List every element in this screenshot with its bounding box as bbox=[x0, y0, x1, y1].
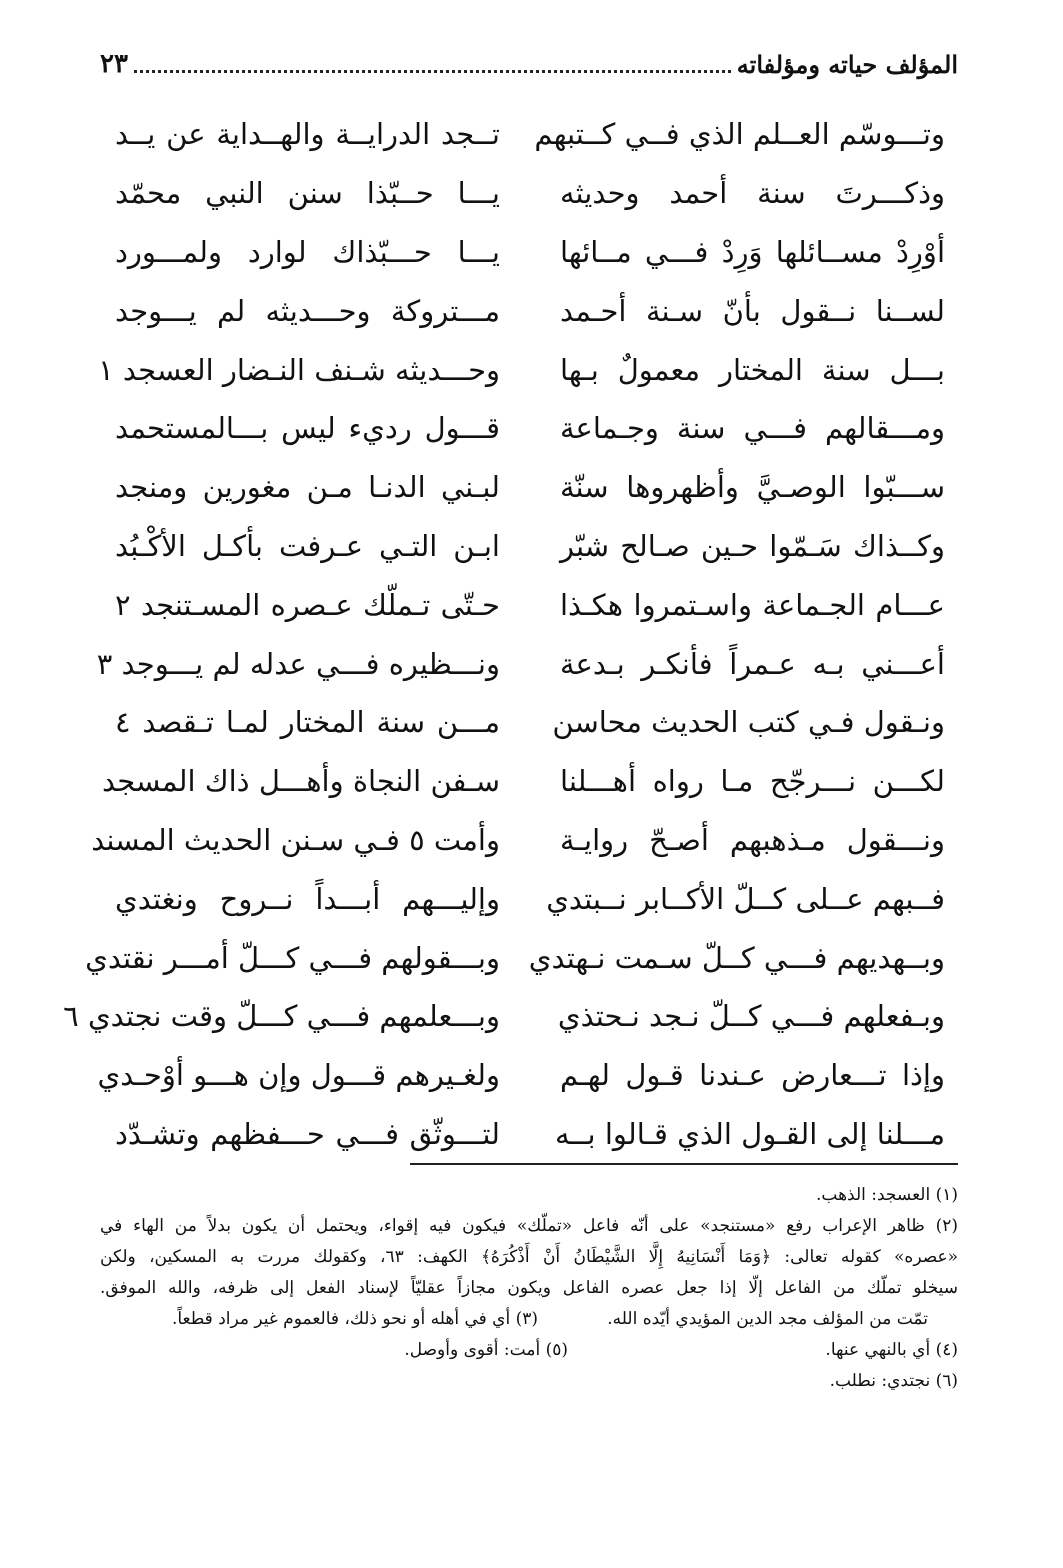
verse-second-hemistich: قـــول رديء ليس بـــالمستحمد bbox=[115, 411, 500, 446]
verse-first-hemistich: مـــلنا إلى القـول الذي قـالوا بــه bbox=[555, 1116, 945, 1151]
verse-first-hemistich: وتـــوسّم العــلم الذي فــي كــتبهم bbox=[534, 117, 945, 152]
verse-row bbox=[115, 164, 945, 223]
verse-first-hemistich: ومـــقالهم فـــي سنة وجـماعة bbox=[560, 411, 945, 446]
verse-second-hemistich: ابـن التـي عـرفت بأكـل الأكْـبُد bbox=[115, 528, 500, 563]
footnote-separator bbox=[410, 1163, 958, 1165]
verse-second-hemistich: لبـني الدنـا مـن مغورين ومنجد bbox=[115, 470, 500, 505]
verse-first-hemistich: ونـــقول مـذهبهم أصـحّ روايـة bbox=[560, 822, 945, 857]
verse-first-hemistich: أوْرِدْ مســائلها وَرِدْ فـــي مــائها bbox=[560, 234, 945, 269]
verse-row bbox=[115, 458, 945, 517]
verse-second-hemistich: وبـــعلمهم فـــي كـــلّ وقت نجتدي ٦ bbox=[63, 999, 500, 1034]
verse-second-hemistich: لتـــوثّق فـــي حـــفظهم وتشـدّد bbox=[115, 1116, 500, 1151]
verse-second-hemistich: وإليـــهم أبـــداً نــروح ونغتدي bbox=[115, 881, 500, 916]
verse-second-hemistich: تــجد الدرايــة والهــداية عن يــد bbox=[115, 117, 500, 152]
verse-row bbox=[115, 1105, 945, 1164]
footnote-5: (٥) أمت: أقوى وأوصل. bbox=[404, 1340, 568, 1360]
verse-second-hemistich: وأمت ٥ فـي سـنن الحديث المسند bbox=[91, 822, 500, 857]
verse-row bbox=[115, 693, 945, 752]
verse-first-hemistich: فــبهم عــلى كــلّ الأكــابر نــبتدي bbox=[546, 881, 945, 916]
verse-first-hemistich: وبــهديهم فـــي كــلّ سـمت نـهتدي bbox=[528, 940, 945, 975]
verse-row bbox=[115, 105, 945, 164]
verse-second-hemistich: مـــتروكة وحـــديثه لم يـــوجد bbox=[115, 293, 500, 328]
page-number: ٢٣ bbox=[100, 49, 128, 79]
verse-second-hemistich: وبـــقولهم فـــي كـــلّ أمـــر نقتدي bbox=[85, 940, 500, 975]
verse-second-hemistich: وحـــديثه شـنف النـضار العسجد ١ bbox=[98, 352, 500, 387]
verse-first-hemistich: ونـقول فـي كتب الحديث محاسن bbox=[552, 705, 945, 740]
verse-row bbox=[98, 340, 945, 399]
verse-row bbox=[115, 869, 945, 928]
poem bbox=[63, 105, 945, 1163]
verse-first-hemistich: لســنا نــقول بأنّ سـنة أحـمد bbox=[560, 293, 945, 328]
footnote-3: (٣) أي في أهله أو نحو ذلك، فالعموم غير مراد قطعاً. bbox=[171, 1309, 538, 1329]
footnote-2-line-3: سيخلو تملّك من الفاعل إلّا إذا جعل عصره الفاعل ويكون مجازاً عقليّاً لإسناد الفعل إلى ظرفه، والله الموفق. bbox=[100, 1278, 958, 1298]
footnote-4-5-row bbox=[100, 1335, 958, 1366]
verse-row bbox=[85, 928, 945, 987]
verse-second-hemistich: سـفن النجاة وأهـــل ذاك المسجد bbox=[102, 764, 500, 799]
dotted-leader bbox=[134, 56, 731, 73]
footnote-1: (١) العسجد: الذهب. bbox=[815, 1185, 958, 1205]
footnote-2-line-1: (٢) ظاهر الإعراب رفع «مستنجد» على أنّه فاعل «تملّك» فيكون فيه إقواء، ويحتمل أن يكون بدلاً من الهاء في bbox=[100, 1216, 958, 1236]
verse-row bbox=[115, 399, 945, 458]
verse-first-hemistich: وذكـــرتَ سنة أحمد وحديثه bbox=[560, 176, 945, 211]
page-header bbox=[100, 44, 958, 84]
verse-first-hemistich: وكــذاك سَـمّوا حـين صـالح شبّر bbox=[560, 528, 945, 563]
verse-first-hemistich: وبـفعلهم فـــي كــلّ نـجد نـحتذي bbox=[557, 999, 945, 1034]
verse-second-hemistich: ولغـيرهم قـــول وإن هـــو أوْحـدي bbox=[97, 1058, 500, 1093]
verse-second-hemistich: يـــا حــبّذا سنن النبي محمّد bbox=[115, 176, 500, 211]
verse-second-hemistich: مـــن سنة المختار لمـا تـقصد ٤ bbox=[115, 705, 500, 740]
verse-second-hemistich: يـــا حـــبّذاك لوارد ولمـــورد bbox=[115, 234, 500, 269]
verse-row bbox=[102, 752, 945, 811]
footnote-2-line-2: «عصره» كقوله تعالى: ﴿وَمَا أَنْسَانِيهُ إِلَّا الشَّيْطَانُ أَنْ أَذْكُرَهُ﴾ الكهف: ٦٣، وكقولك مررت به المسكين، ولكن bbox=[100, 1247, 958, 1267]
verse-first-hemistich: ســـبّوا الوصـيَّ وأظهروها سنّة bbox=[560, 470, 945, 505]
verse-first-hemistich: لكـــن نـــرجّح مـا رواه أهـــلنا bbox=[560, 764, 945, 799]
verse-row bbox=[97, 1046, 945, 1105]
verse-row bbox=[115, 281, 945, 340]
footnote-2-3-row bbox=[100, 1304, 958, 1335]
verse-first-hemistich: وإذا تـــعارض عـندنا قـول لهـم bbox=[560, 1058, 945, 1093]
verse-row bbox=[63, 987, 945, 1046]
verse-first-hemistich: عـــام الجـماعة واسـتمروا هكـذا bbox=[560, 587, 945, 622]
verse-first-hemistich: أعـــني بـه عـمراً فأنكـر بـدعة bbox=[560, 646, 945, 681]
verse-row bbox=[96, 634, 945, 693]
footnote-4: (٤) أي بالنهي عنها. bbox=[825, 1340, 958, 1360]
running-title: المؤلف حياته ومؤلفاته bbox=[736, 49, 958, 79]
footnotes bbox=[100, 1180, 958, 1397]
verse-row bbox=[91, 811, 945, 870]
verse-second-hemistich: حـتّى تـملّك عـصره المسـتنجد ٢ bbox=[115, 587, 500, 622]
verse-row bbox=[115, 223, 945, 282]
footnote-2-line-4: تمّت من المؤلف مجد الدين المؤيدي أيّده الله. bbox=[607, 1309, 928, 1329]
verse-first-hemistich: بـــل سنة المختار معمولٌ بـها bbox=[560, 352, 945, 387]
verse-row bbox=[115, 575, 945, 634]
footnote-6: (٦) نجتدي: نطلب. bbox=[829, 1371, 958, 1391]
verse-second-hemistich: ونـــظيره فـــي عدله لم يـــوجد ٣ bbox=[96, 646, 500, 681]
verse-row bbox=[115, 517, 945, 576]
